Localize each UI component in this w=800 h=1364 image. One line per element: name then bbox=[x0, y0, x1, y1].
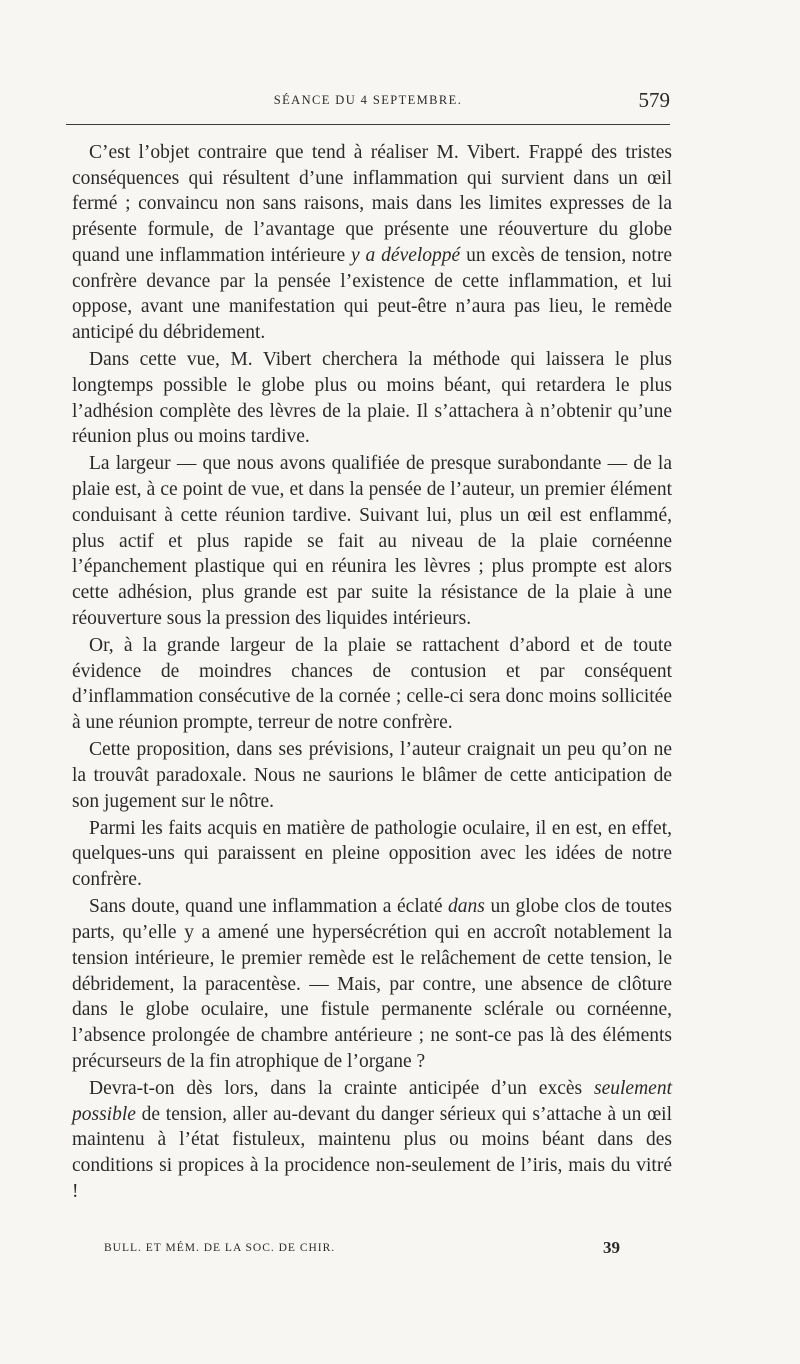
paragraph bbox=[72, 451, 672, 631]
italic-run: y a développé bbox=[351, 244, 461, 266]
italic-run: seulement possible bbox=[72, 1077, 672, 1125]
paragraph bbox=[72, 347, 672, 450]
paragraph bbox=[72, 1076, 672, 1205]
running-title: SÉANCE DU 4 SEPTEMBRE. bbox=[273, 93, 463, 107]
text-run: Dans cette vue, M. Vibert cherchera la méthode qui laissera le plus longtemps possible le globe plus ou moins béant, qui retardera le plus l’adhésion complète des lèvres de la plaie. Il s’attachera à n’obtenir qu’une réunion plus ou moins tardive. bbox=[72, 349, 672, 448]
paragraph bbox=[72, 816, 672, 893]
footer-sheet-number: 39 bbox=[603, 1238, 620, 1257]
text-run: un globe clos de toutes parts, qu’elle y a amené une hypersécrétion qui en accroît notablement la tension intérieure, le premier remède est le relâchement de cette tension, le débridement, la paracentèse. — Mais, par contre, une absence de clôture dans le globe oculaire, une fistule permanente sclérale ou cornéenne, l’absence prolongée de chambre antérieure ; ne sont-ce pas là des éléments précurseurs de la fin atrophique de l’organe ? bbox=[72, 896, 672, 1072]
paragraph bbox=[72, 633, 672, 736]
italic-run: dans bbox=[448, 896, 485, 918]
paragraph bbox=[72, 894, 672, 1074]
paragraph bbox=[72, 737, 672, 814]
text-run: Sans doute, quand une inflammation a éclaté bbox=[89, 896, 449, 918]
page-footer bbox=[104, 1238, 620, 1262]
text-run: Or, à la grande largeur de la plaie se rattachent d’abord et de toute évidence de moindres chances de contusion et par conséquent d’inflammation consécutive de la cornée ; celle-ci sera donc moins sollicitée à une réunion prompte, terreur de notre confrère. bbox=[72, 634, 672, 733]
text-run: de tension, aller au-devant du danger sérieux qui s’attache à un œil maintenu à l’état fistuleux, maintenu plus ou moins béant dans des conditions si propices à la procidence non-seulement de l’iris, mais du vitré ! bbox=[72, 1103, 672, 1202]
text-run: Cette proposition, dans ses prévisions, l’auteur craignait un peu qu’on ne la trouvât paradoxale. Nous ne saurions le blâmer de cette anticipation de son jugement sur le nôtre. bbox=[72, 739, 672, 812]
header-rule bbox=[66, 124, 670, 125]
text-run: un excès de tension, notre confrère devance par la pensée l’existence de cette inflammation, et lui oppose, avant une manifestation qui peut-être n’aura pas lieu, le remède anticipé du débridement. bbox=[72, 244, 672, 343]
footer-signature-line: BULL. ET MÉM. DE LA SOC. DE CHIR. bbox=[104, 1242, 336, 1254]
paragraph bbox=[72, 140, 672, 346]
text-run: C’est l’objet contraire que tend à réaliser M. Vibert. Frappé des tristes conséquences qui résultent d’une inflammation qui survient dans un œil fermé ; convaincu non sans raisons, mais dans les limites expresses de la présente formule, de l’avantage que présente une réouverture du globe quand une inflammation intérieure bbox=[72, 142, 672, 266]
body-text bbox=[72, 140, 672, 1206]
text-run: Devra-t-on dès lors, dans la crainte anticipée d’un excès bbox=[89, 1077, 595, 1099]
page-number: 579 bbox=[638, 88, 670, 112]
running-head bbox=[66, 88, 670, 112]
text-run: La largeur — que nous avons qualifiée de presque surabondante — de la plaie est, à ce point de vue, et dans la pensée de l’auteur, un premier élément conduisant à cette réunion tardive. Suivant lui, plus un œil est enflammé, plus actif et plus rapide se fait au niveau de la plaie cornéenne l’épanchement plastique qui en réunira les lèvres ; plus prompte est alors cette adhésion, plus grande est par suite la résistance de la plaie à une réouverture sous la pression des liquides intérieurs. bbox=[72, 453, 672, 629]
text-run: Parmi les faits acquis en matière de pathologie oculaire, il en est, en effet, quelques-uns qui paraissent en pleine opposition avec les idées de notre confrère. bbox=[72, 817, 672, 891]
